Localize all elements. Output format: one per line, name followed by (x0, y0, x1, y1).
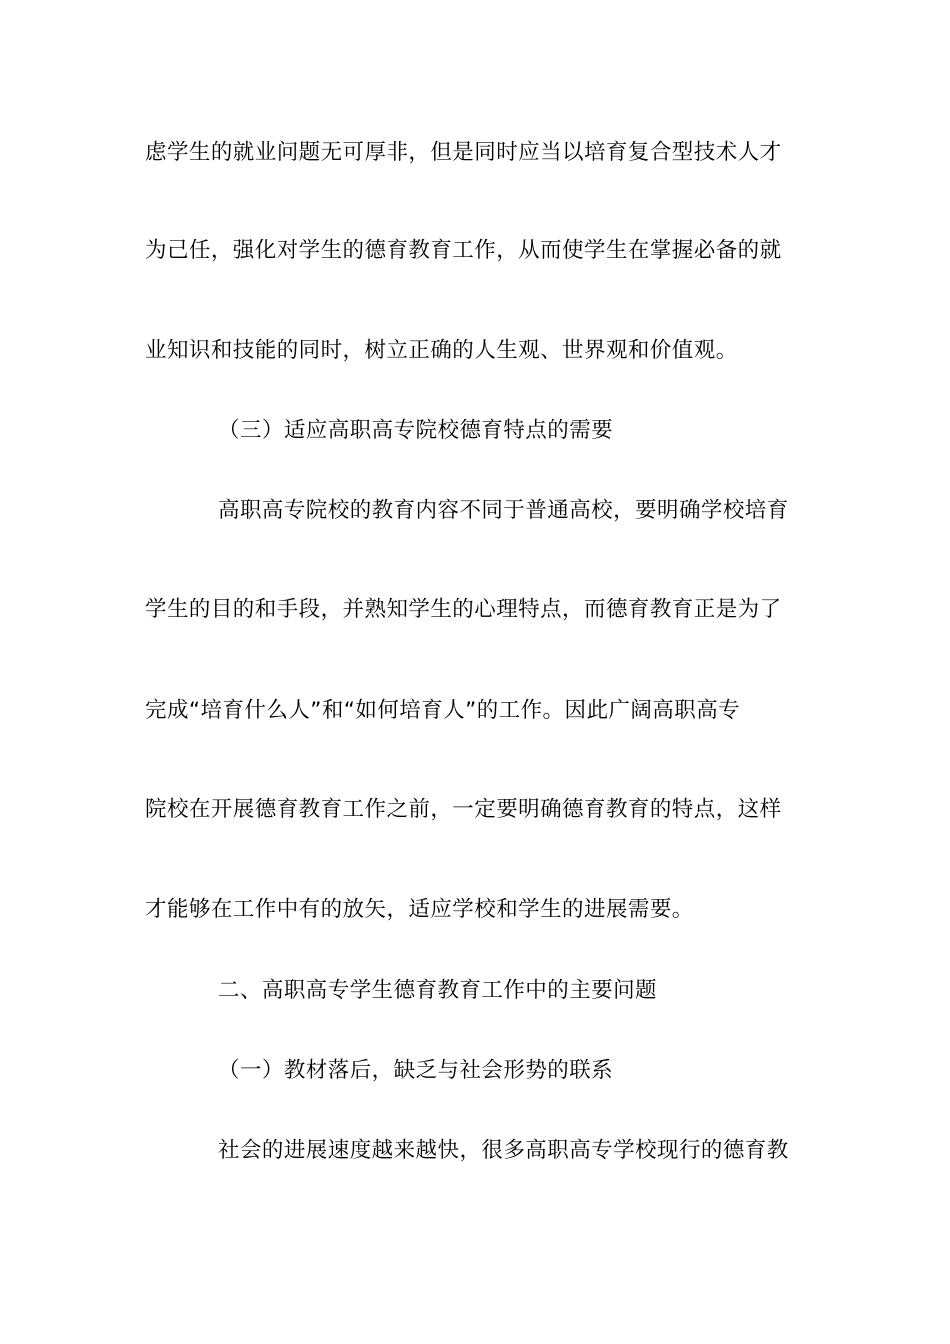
paragraph-line-9: 社会的进展速度越来越快，很多高职高专学校现行的德育教 (218, 1138, 789, 1163)
section-heading-1: （一）教材落后，缺乏与社会形势的联系 (218, 1058, 614, 1083)
paragraph-line-2: 为己任，强化对学生的德育教育工作，从而使学生在掌握必备的就 (145, 238, 782, 263)
paragraph-line-1: 虑学生的就业问题无可厚非，但是同时应当以培育复合型技术人才 (145, 140, 782, 165)
paragraph-line-8: 才能够在工作中有的放矢，适应学校和学生的进展需要。 (145, 897, 694, 922)
section-heading-3: （三）适应高职高专院校德育特点的需要 (218, 418, 614, 443)
paragraph-line-5: 学生的目的和手段，并熟知学生的心理特点，而德育教育正是为了 (145, 597, 782, 622)
paragraph-line-3: 业知识和技能的同时，树立正确的人生观、世界观和价值观。 (145, 338, 738, 363)
chapter-heading-2: 二、高职高专学生德育教育工作中的主要问题 (218, 978, 658, 1003)
paragraph-line-6: 完成“培育什么人”和“如何培育人”的工作。因此广阔高职高专 (145, 698, 741, 723)
paragraph-line-4: 高职高专院校的教育内容不同于普通高校，要明确学校培育 (218, 498, 789, 523)
paragraph-line-7: 院校在开展德育教育工作之前，一定要明确德育教育的特点，这样 (145, 797, 782, 822)
